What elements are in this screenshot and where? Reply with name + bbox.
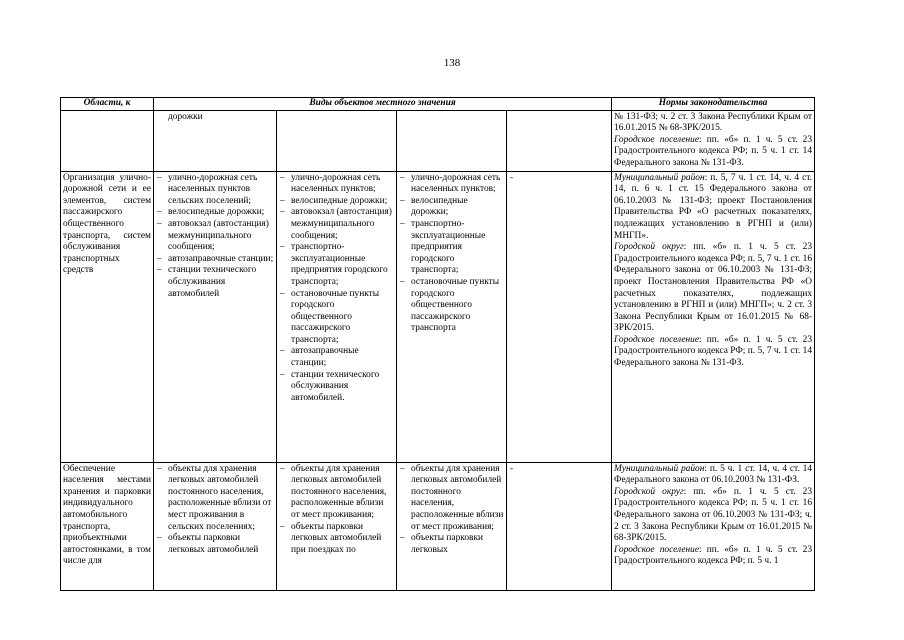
header-objects: Виды объектов местного значения: [154, 98, 612, 111]
norms-cell: [612, 171, 815, 462]
area-cell: [61, 110, 154, 171]
object-item: – велосипедные дорожки;: [279, 196, 394, 208]
norm-text: : пп. «б» п. 1 ч. 5 ст. 23 Градостроительного кодекса РФ; п. 5, 7 ч. 1 ст. 16 Федерального закона от 06.10.2003 № 131-ФЗ; проект Постановления Правительства РФ «О расчетных показателях, подлежащих установлению в РГНП и (или) МНГП»; ч. 2 ст. 3 Закона Республики Крым от 16.01.2015 № 68-ЗРК/2015.: [614, 242, 813, 334]
norm-text: № 131-ФЗ; ч. 2 ст. 3 Закона Республики Крым от 16.01.2015 № 68-ЗРК/2015.: [614, 111, 813, 134]
object-item: – автозаправочные станции;: [156, 254, 274, 266]
object-item: – улично-дорожная сеть населенных пунктов сельских поселений;: [156, 173, 274, 208]
page-number: 138: [443, 57, 461, 69]
area-cell: Организация улично-дорожной сети и ее элементов, систем пассажирского общественного транспорта, систем обслуживания транспортных средств: [61, 171, 154, 462]
table-row: [61, 171, 815, 462]
objects-list: [399, 464, 504, 557]
objects-cell-1: [154, 110, 277, 171]
objects-list: [156, 464, 274, 557]
norms-cell: [612, 462, 815, 590]
norm-level: Городское поселение: [614, 334, 700, 345]
norms-text: [614, 464, 812, 568]
object-item: – объекты для хранения легковых автомобилей постоянного населения, расположенные вблизи от мест проживания;: [279, 464, 394, 522]
objects-list: [399, 173, 504, 335]
norm-paragraph: [614, 545, 812, 568]
norm-text: : пп. «б» п. 1 ч. 5 ст. 23 Градостроительного кодекса РФ; п. 5, 7 ч. 1 ст. 14 Федерального закона № 131-ФЗ.: [614, 334, 813, 369]
objects-cell-1: [154, 171, 277, 462]
object-item: – автозаправочные станции;: [279, 346, 394, 369]
norm-level: Городской округ: [614, 486, 684, 497]
object-item: – объекты для хранения легковых автомобилей постоянного населения, расположенные вблизи от мест проживания в сельских поселениях;: [156, 464, 274, 534]
regulation-table: [60, 97, 815, 591]
objects-list: [279, 464, 394, 557]
norm-text: : пп. «б» п. 1 ч. 5 ст. 23 Градостроительного кодекса РФ; п. 5 ч. 1 ст. 16 Федерального закона от 06.10.2003 № 131-ФЗ; ч. 2 ст. 3 Закона Республики Крым от 16.01.2015 № 68-ЗРК/2015.: [614, 486, 813, 544]
object-item: – автовокзал (автостанция) межмуниципального сообщения;: [156, 219, 274, 254]
objects-list: [156, 112, 274, 124]
object-item: – остановочные пункты городского общественного пассажирского транспорта;: [279, 289, 394, 347]
norm-level: Муниципальный район: [614, 172, 705, 183]
object-item: – улично-дорожная сеть населенных пунктов;: [279, 173, 394, 196]
object-item: – улично-дорожная сеть населенных пунктов;: [399, 173, 504, 196]
object-item: – транспортно-эксплуатационные предприятия городского транспорта;: [399, 219, 504, 277]
header-norms: Нормы законодательства: [612, 98, 815, 111]
object-item: – станции технического обслуживания автомобилей: [156, 265, 274, 300]
norm-paragraph: [614, 173, 812, 243]
objects-cell-1: [154, 462, 277, 590]
objects-cell-4: [507, 110, 612, 171]
objects-cell-3: [397, 110, 507, 171]
norm-paragraph: [614, 135, 812, 170]
objects-cell-3: [397, 171, 507, 462]
object-item: дорожки: [168, 111, 203, 122]
norms-text: [614, 173, 812, 370]
norm-text: : п. 5, 7 ч. 1 ст. 14, ч. 4 ст. 14, п. 6 ч. 1 ст. 15 Федерального закона от 06.10.2003 № 131-ФЗ; проект Постановления Правительства РФ «О расчетных показателях, подлежащих установлению в РГНП и (или) МНГП».: [614, 172, 813, 241]
area-cell: Обеспечение населения местами хранения и парковки индивидуального автомобильного транспорта, приобъектными автостоянками, в том числе для: [61, 462, 154, 590]
objects-cell-3: [397, 462, 507, 590]
object-item: – велосипедные дорожки;: [156, 207, 274, 219]
object-item: – объекты для хранения легковых автомобилей постоянного населения, расположенные вблизи от мест проживания;: [399, 464, 504, 534]
norm-paragraph: [614, 487, 812, 545]
norm-paragraph: [614, 242, 812, 335]
norm-paragraph: [614, 112, 812, 135]
table-row: [61, 110, 815, 171]
object-item: – станции технического обслуживания автомобилей.: [279, 370, 394, 405]
object-item: – объекты парковки легковых: [399, 533, 504, 556]
norms-cell: [612, 110, 815, 171]
header-area: Области, к: [61, 98, 154, 111]
norm-level: Городское поселение: [614, 544, 700, 555]
object-item: – объекты парковки легковых автомобилей: [156, 533, 274, 556]
object-item: – автовокзал (автостанция) межмуниципального сообщения;: [279, 207, 394, 242]
norm-text: : пп. «б» п. 1 ч. 5 ст. 23 Градостроительного кодекса РФ; п. 5 ч. 1 ст. 14 Федерального закона № 131-ФЗ.: [614, 134, 813, 168]
table-row: [61, 462, 815, 590]
objects-cell-2: [277, 171, 397, 462]
objects-cell-4: -: [507, 462, 612, 590]
objects-cell-2: [277, 110, 397, 171]
objects-cell-2: [277, 462, 397, 590]
norm-paragraph: [614, 464, 812, 487]
norm-text: : пп. «б» п. 1 ч. 5 ст. 23 Градостроительного кодекса РФ; п. 5 ч. 1: [614, 544, 813, 567]
object-item: – объекты парковки легковых автомобилей при поездках по: [279, 522, 394, 557]
objects-list: [156, 173, 274, 301]
norm-level: Городской округ: [614, 242, 684, 253]
norm-text: : п. 5 ч. 1 ст. 14, ч. 4 ст. 14 Федерального закона от 06.10.2003 № 131-ФЗ.: [614, 463, 813, 486]
object-item: – остановочные пункты городского общественного пассажирского транспорта: [399, 277, 504, 335]
object-item: – велосипедные дорожки;: [399, 196, 504, 219]
norm-level: Городское поселение: [614, 134, 700, 145]
norms-text: [614, 112, 812, 170]
table-header-row: [61, 98, 815, 111]
objects-list: [279, 173, 394, 405]
norm-level: Муниципальный район: [614, 463, 705, 474]
objects-cell-4: -: [507, 171, 612, 462]
norm-paragraph: [614, 335, 812, 370]
object-item: – транспортно-эксплуатационные предприятия городского транспорта;: [279, 242, 394, 288]
